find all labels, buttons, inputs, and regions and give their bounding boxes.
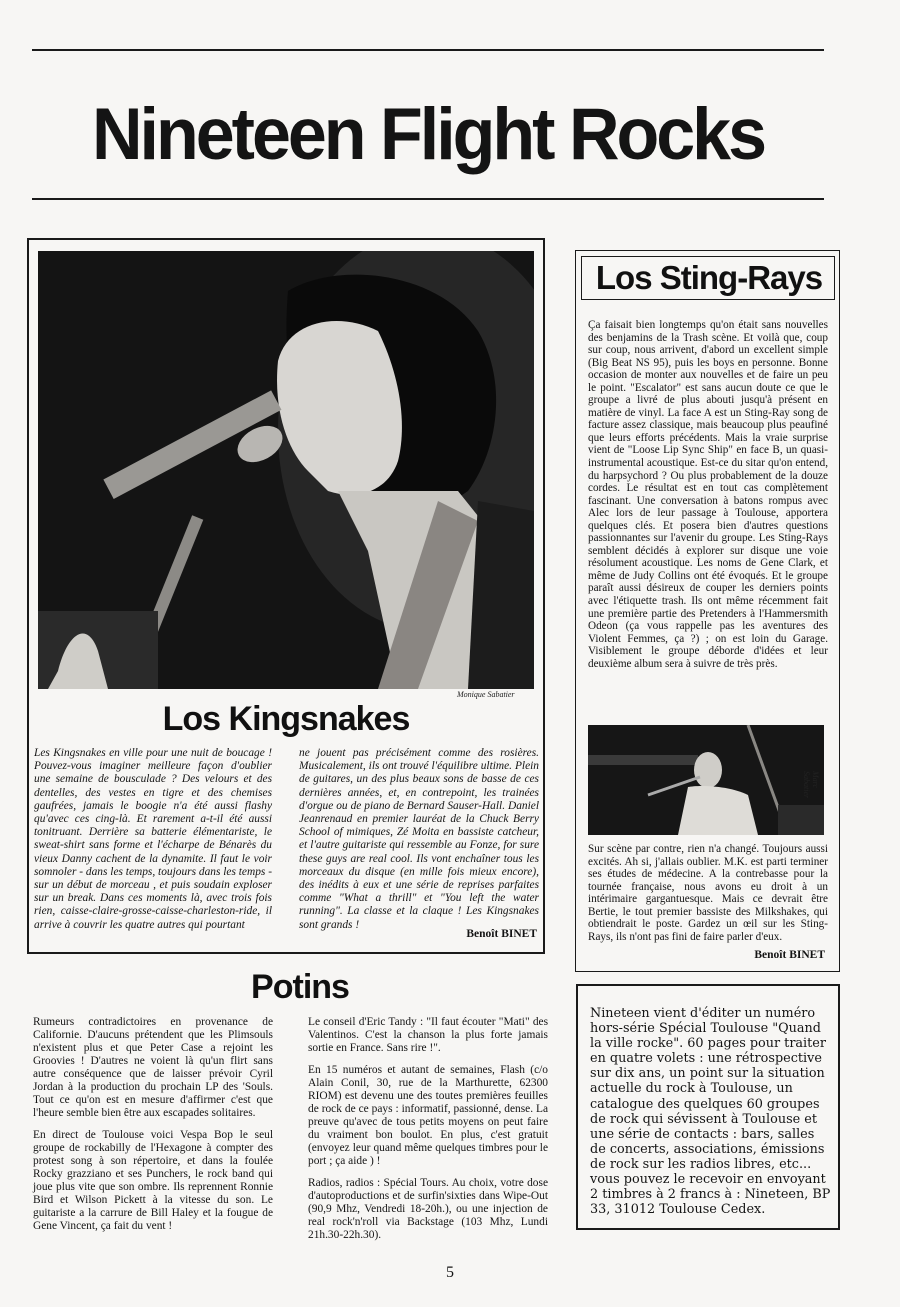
potins-title: Potins	[251, 968, 349, 1006]
kingsnakes-article	[27, 238, 545, 954]
potins-paragraph: En direct de Toulouse voici Vespa Bop le seul groupe de rockabilly de l'Hexagone à compter des protest song à son répertoire, et dans la foulée Rocky grazziano et ses Punchers, le rock band qui joue plus vite que son ombre. Ils reprennent Ronnie Bird et Wilson Pickett à la vitesse du son. Le guitariste a la carrure de Bill Haley et la fougue de Gene Vincent, ça fait du vent !	[33, 1129, 273, 1232]
potins-paragraph: En 15 numéros et autant de semaines, Flash (c/o Alain Conil, 30, rue de la Marthurette, 62300 RIOM) est devenu une des toutes premières feuilles de rock de ce pays : informatif, passionné, dense. La preuve qu'avec de tous petits moyens on peut faire du vraiment bon boulot. En plus, c'est gratuit (envoyez leur quand même quelques timbres pour le port ; ça aide ) !	[308, 1064, 548, 1167]
stingrays-title: Los Sting-Rays	[595, 259, 823, 296]
potins-column-1	[33, 1016, 273, 1242]
stingrays-title-box	[581, 256, 835, 300]
kingsnakes-title: Los Kingsnakes	[162, 700, 410, 738]
kingsnakes-column-1: Les Kingsnakes en ville pour une nuit de boucage ! Pouvez-vous imaginer meilleure façon d'oublier une semaine de bousculade ? Des velours et des dentelles, des vestes en tigre et des chemises gaufrées, jamais le boogie n'a été aussi flashy qu'avec ces cing-là. Et rarement a-t-il été aussi tonitruant. Derrière sa batterie élémentariste, le sweat-shirt sans forme et l'écharpe de Bénarès du vieux Danny cachent de la dynamite. Il faut le voir somnoler - dans les temps, toujours dans les temps - sur un début de morceau , et puis soudain exploser sur un break. Dans ces moments là, avec trois fois rien, caisse-claire-grosse-caisse-charleston-ride, il arrive à couvrir les quatre autres qui pourtant	[34, 747, 272, 931]
page-title: Nineteen Flight Rocks	[91, 93, 765, 175]
kingsnakes-column-2: ne jouent pas précisément comme des rosières. Musicalement, ils ont trouvé l'équilibre ultime. Plein de guitares, un des plus beaux sons de basse de ces dernières années, et, en contrepoint, les trainées d'orgue ou de piano de Bernard Sauser-Hall. Daniel Jeanrenaud en premier lauréat de la Chuck Berry School of mimiques, Zé Moita en bassiste catcheur, et l'autre guitariste qui ressemble au Fonze, for sure these guys are real cool. Ils vont enchaîner tous les morceaux du disque (en mille fois mieux encore), des inédits à eux et une série de reprises parfaites comme "What a thrill" et "You left the water running". La classe et la claque ! Les Kingsnakes sont grands !	[299, 747, 539, 931]
bottom-rule	[32, 198, 824, 200]
potins-paragraph: Radios, radios : Spécial Tours. Au choix, votre dose d'autoproductions et de surfin'sixties dans Wipe-Out (90,9 Mhz, Vendredi 18-20h.), ou une injection de real rock'n'roll via Backstage (103 Mhz, Lundi 21h.30-22h.30).	[308, 1177, 548, 1241]
stingrays-body-2: Sur scène par contre, rien n'a changé. Toujours aussi excités. Ah si, j'allais oublier. M.K. est parti terminer ses études de médecine. A la contrebasse pour la tournée française, nous avons eu droit à un intérimaire gargantuesque. Mais ce devrait être Bertie, le tout premier bassiste des Milkshakes, qui obtiendrait le poste. Gardez un œil sur les Sting-Rays, ils n'ont pas fini de faire parler d'eux.	[588, 843, 828, 943]
potins-paragraph: Le conseil d'Eric Tandy : "Il faut écouter "Mati" des Valentinos. C'est la chanson la plus forte jamais sortie en France. Sans rire !".	[308, 1016, 548, 1054]
potins-paragraph: Rumeurs contradictoires en provenance de Californie. D'aucuns prétendent que les Plimsouls n'existent plus et que Peter Case a rejoint les Groovies ! D'autres ne voient là qu'un flirt sans autre conséquence que de laisser prévoir Cyril Jordan à la production du prochain LP des 'Souls. Tout ce qu'on est en mesure d'affirmer c'est que l'heure semble bien être aux escapades solitaires.	[33, 1016, 273, 1119]
kingsnakes-signature: Benoît BINET	[466, 928, 537, 940]
singer-photo-illustration	[38, 251, 534, 689]
potins-column-2	[308, 1016, 548, 1251]
page-number: 5	[446, 1264, 454, 1281]
stingrays-photo-credit: Marc Sabatier	[802, 771, 820, 799]
stingrays-body: Ça faisait bien longtemps qu'on était sans nouvelles des benjamins de la Trash scène. Et voilà que, coup sur coup, nous arrivent, d'abord un excellent simple (Big Beat NS 95), puis les boys en personne. Bonne occasion de monter aux nouvelles et de faire un peu le point. "Escalator" est sans aucun doute ce que le groupe a livré de plus abouti jusqu'à présent en matière de vinyl. La face A est un Sting-Ray song de facture assez classique, mais beaucoup plus peaufiné que leurs efforts précédents. Mais la vraie surprise vient de "Loose Lip Sync Ship" en face B, un quasi-instrumental acoustique. Est-ce du sitar qu'on entend, du harpsychord ? Ou plus probablement de la douze cordes. Le résultat est en tout cas complètement fascinant. Une conversation à batons rompus avec Alec lors de leur passage à Toulouse, apportera quelques clés. Et posera bien d'autres questions passionnantes sur l'avenir du groupe. Les Sting-Rays semblent décidés à explorer sur disque une voie résolument acoustique. Les noms de Gene Clark, et même de Judy Collins ont été évoqués. Et le groupe paraît aussi désireux de couper les derniers points avec l'étiquette trash. Ils ont même récemment fait une première partie des Pretenders à l'Hammersmith Odeon (ça vous rappelle pas les aventures des Violent Femmes, ça ?) ; on est loin du Garage. Visiblement le groupe déborde d'idées et leur deuxième album sera à suivre de très près.	[588, 319, 828, 670]
top-rule	[32, 49, 824, 51]
stingrays-photo	[588, 725, 824, 835]
stage-photo-illustration	[588, 725, 824, 835]
stingrays-signature: Benoît BINET	[754, 949, 825, 961]
hors-serie-text: Nineteen vient d'éditer un numéro hors-série Spécial Toulouse "Quand la ville rocke". 60 pages pour traiter en quatre volets : une rétrospective sur dix ans, un point sur la situation actuelle du rock à Toulouse, un catalogue des quelques 60 groupes de rock qui sévissent à Toulouse et une série de contacts : bars, salles de concerts, associations, émissions de rock sur les radios libres, etc... vous pouvez le recevoir en envoyant 2 timbres à 2 francs à : Nineteen, BP 33, 31012 Toulouse Cedex.	[590, 1006, 831, 1218]
stingrays-article	[575, 250, 840, 972]
photo-credit: Monique Sabatier	[457, 690, 515, 699]
kingsnakes-photo	[38, 251, 534, 689]
hors-serie-box	[576, 984, 840, 1230]
